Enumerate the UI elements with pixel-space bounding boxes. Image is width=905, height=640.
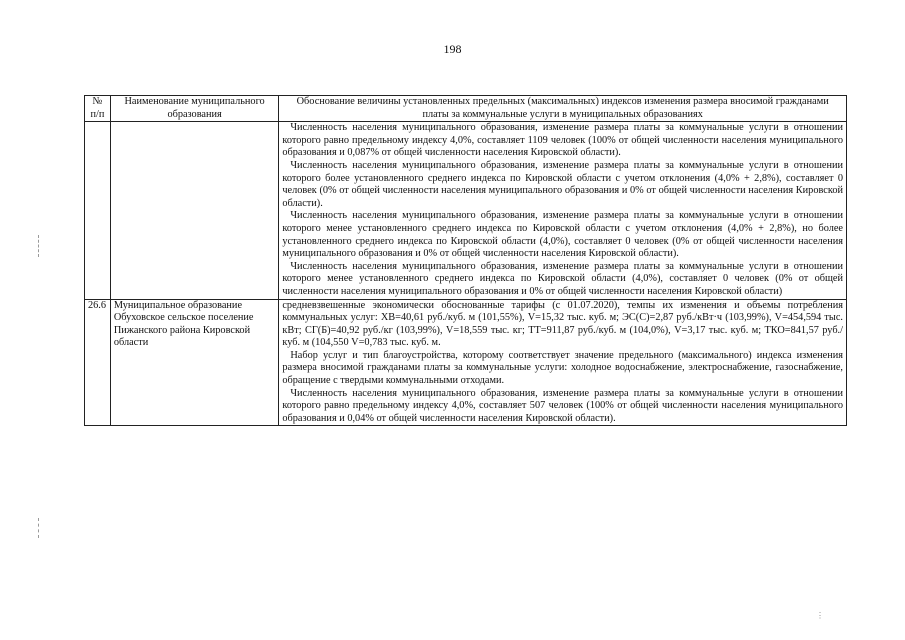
page-number: 198 <box>443 42 462 56</box>
scan-mark: ⋮ <box>816 611 824 620</box>
header-rationale: Обоснование величины установленных предельных (максимальных) индексов изменения размера вносимой гражданами платы за коммунальные услуги в муниципальных образованиях <box>279 96 847 122</box>
rationale-paragraph: Численность населения муниципального образования, изменение размера платы за коммунальные услуги в отношении которого равно предельному индексу 4,0%, составляет 1109 человек (100% от общей численности населения муниципального образования и 0,087% от общей численности населения Кировской области). <box>282 122 843 159</box>
margin-mark <box>38 518 41 538</box>
table-header-row <box>85 96 847 122</box>
row-num: 26.6 <box>85 299 111 426</box>
rationale-paragraph: Численность населения муниципального образования, изменение размера платы за коммунальные услуги в отношении которого менее установленного среднего индекса по Кировской области с учетом отклонения (4,0% + 2,8%), но более установленного среднего индекса по Кировской области (4,0%), составляет 0 человек (0% от общей численности населения муниципального образования и 0% от общей численности населения Кировской области). <box>282 210 843 260</box>
margin-mark <box>38 235 41 257</box>
header-num: № п/п <box>85 96 111 122</box>
rationale-paragraph: Численность населения муниципального образования, изменение размера платы за коммунальные услуги в отношении которого более установленного среднего индекса по Кировской области с учетом отклонения (4,0% + 2,8%), составляет 0 человек (0% от общей численности населения муниципального образования и 0% от общей численности населения Кировской области). <box>282 159 843 209</box>
row-rationale <box>279 122 847 299</box>
rationale-paragraph: Набор услуг и тип благоустройства, которому соответствует значение предельного (максимального) индекса изменения размера вносимой гражданами платы за коммунальные услуги: холодное водоснабжение, электроснабжение, газоснабжение, обращение с твердыми коммунальными отходами. <box>282 349 843 387</box>
table-row <box>85 299 847 426</box>
row-num <box>85 122 111 299</box>
header-name: Наименование муниципального образования <box>110 96 279 122</box>
rationale-table <box>84 95 847 426</box>
rationale-paragraph: Численность населения муниципального образования, изменение размера платы за коммунальные услуги в отношении которого менее установленного среднего индекса по Кировской области (4,0%), составляет 0 человек (0% от общей численности населения муниципального образования и 0% от общей численности населения Кировской области) <box>282 260 843 297</box>
row-rationale <box>279 299 847 426</box>
rationale-paragraph: Численность населения муниципального образования, изменение размера платы за коммунальные услуги в отношении которого равно предельному индексу 4,0%, составляет 507 человек (100% от общей численности населения муниципального образования и 0,04% от общей численности населения Кировской области). <box>282 387 843 424</box>
table-row <box>85 122 847 299</box>
row-name: Муниципальное образование Обуховское сельское поселение Пижанского района Кировской области <box>110 299 279 426</box>
row-name <box>110 122 279 299</box>
rationale-paragraph: средневзвешенные экономически обоснованные тарифы (с 01.07.2020), темпы их изменения и объемы потребления коммунальных услуг: ХВ=40,61 руб./куб. м (101,55%), V=15,32 тыс. куб. м; ЭС(С)=2,87 руб./кВт·ч (103,99%), V=454,594 тыс. кВт; СГ(Б)=40,92 руб./кг (103,99%), V=18,559 тыс. кг; ТТ=911,87 руб./куб. м (104,0%), V=3,17 тыс. куб. м; ТКО=841,57 руб./куб. м (104,550 V=0,783 тыс. куб. м. <box>282 299 843 349</box>
